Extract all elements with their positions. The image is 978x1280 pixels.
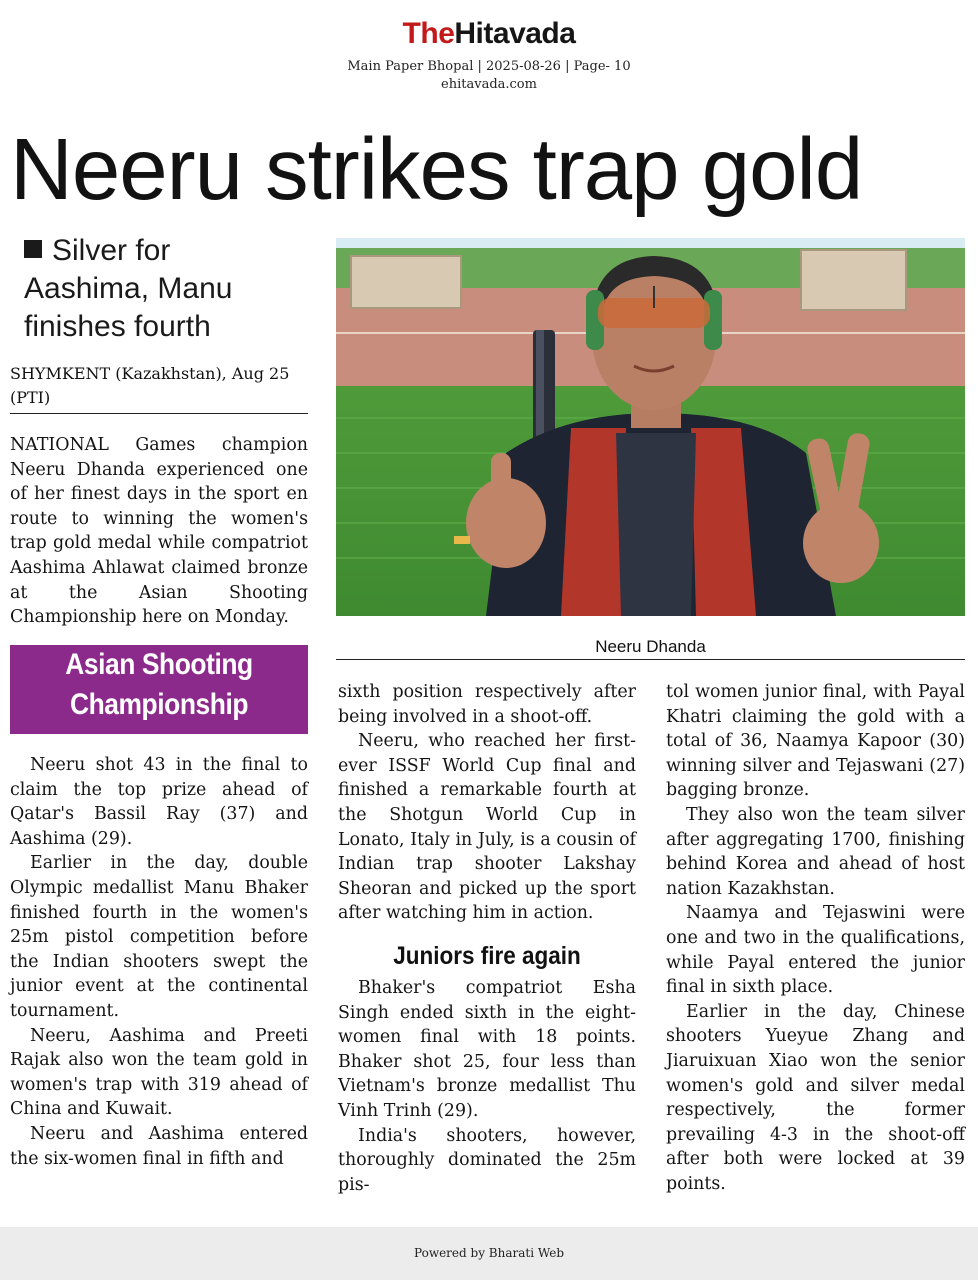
deck-line-3: finishes fourth: [24, 310, 211, 343]
logo-name: Hitavada: [454, 17, 576, 50]
col1-paragraph: Earlier in the day, double Olympic medallist Manu Bhaker finished fourth in the women's 25m pistol competition before the Indian shooters swept the junior event at the continental tournament.: [10, 853, 308, 1021]
dateline: [10, 362, 308, 410]
deck-line-1: Silver for: [24, 232, 314, 270]
photo-neeru-dhanda: [336, 238, 965, 616]
section-box-line-1: Asian Shooting: [65, 648, 253, 681]
deck-line-2: Aashima, Manu: [24, 272, 233, 305]
edition-line: Main Paper Bhopal | 2025-08-26 | Page- 10: [347, 59, 631, 74]
column-1: [10, 753, 308, 1171]
photo-caption: Neeru Dhanda: [595, 637, 706, 656]
col2-paragraph: Neeru, who reached her first-ever ISSF World Cup final and finished a remarkable fourth at the Shotgun World Cup in Lonato, Italy in July, is a cousin of Indian trap shooter Lakshay Sheoran and picked up the sport after watching him in action.: [338, 731, 636, 924]
column-3: [666, 680, 965, 1196]
col1-paragraph: Neeru and Aashima entered the six-women final in fifth and: [10, 1123, 308, 1169]
photo-illustration: [336, 238, 965, 616]
website-link[interactable]: ehitavada.com: [441, 77, 537, 92]
intro-text: NATIONAL Games champion Neeru Dhanda experienced one of her finest days in the sport en route to winning the women's trap gold medal while compatriot Aashima Ahlawat claimed bronze at the Asian Shooting Championship here on Monday.: [10, 435, 308, 628]
headline: Neeru strikes trap gold: [10, 121, 863, 218]
col2-paragraph: Bhaker's compatriot Esha Singh ended sixth in the eight-women final with 18 points. Bhaker shot 25, four less than Vietnam's bronze medallist Thu Vinh Trinh (29).: [338, 978, 636, 1121]
dateline-place: SHYMKENT (Kazakhstan), Aug 25: [10, 364, 290, 383]
column-2-bottom: [338, 976, 636, 1197]
logo-the: The: [402, 17, 455, 50]
intro-paragraph: [10, 433, 308, 630]
powered-by-link[interactable]: Powered by Bharati Web: [414, 1246, 564, 1260]
col2-paragraph: India's shooters, however, thoroughly dominated the 25m pis-: [338, 1125, 636, 1195]
column-2-top: [338, 680, 636, 926]
dateline-agency: (PTI): [10, 388, 51, 407]
dateline-divider: [10, 413, 308, 414]
col3-paragraph: Earlier in the day, Chinese shooters Yueyue Zhang and Jiaruixuan Xiao won the senior women's gold and silver medal respectively, the former prevailing 4-3 in the shoot-off after both were locked at 39 points.: [666, 1001, 965, 1194]
col1-paragraph: Neeru shot 43 in the final to claim the top prize ahead of Qatar's Bassil Ray (37) and Aashima (29).: [10, 755, 308, 849]
subheading: Juniors fire again: [393, 942, 581, 970]
col3-paragraph: They also won the team silver after aggregating 1700, finishing behind Korea and ahead of host nation Kazakhstan.: [666, 804, 965, 899]
caption-divider: [336, 659, 965, 660]
col2-paragraph: sixth position respectively after being involved in a shoot-off.: [338, 682, 636, 727]
col3-paragraph: tol women junior final, with Payal Khatri claiming the gold with a total of 36, Naamya Kapoor (30) winning silver and Tejaswani (27) bagging bronze.: [666, 682, 965, 801]
square-bullet-icon: [24, 240, 42, 258]
col3-paragraph: Naamya and Tejaswini were one and two in the qualifications, while Payal entered the junior final in sixth place.: [666, 903, 965, 998]
newspaper-logo: [0, 14, 978, 54]
section-box: [10, 645, 308, 734]
section-box-line-2: Championship: [69, 688, 249, 721]
col1-paragraph: Neeru, Aashima and Preeti Rajak also won the team gold in women's trap with 319 ahead of China and Kuwait.: [10, 1025, 308, 1120]
deck: [24, 232, 314, 346]
footer-bar: [0, 1227, 978, 1280]
